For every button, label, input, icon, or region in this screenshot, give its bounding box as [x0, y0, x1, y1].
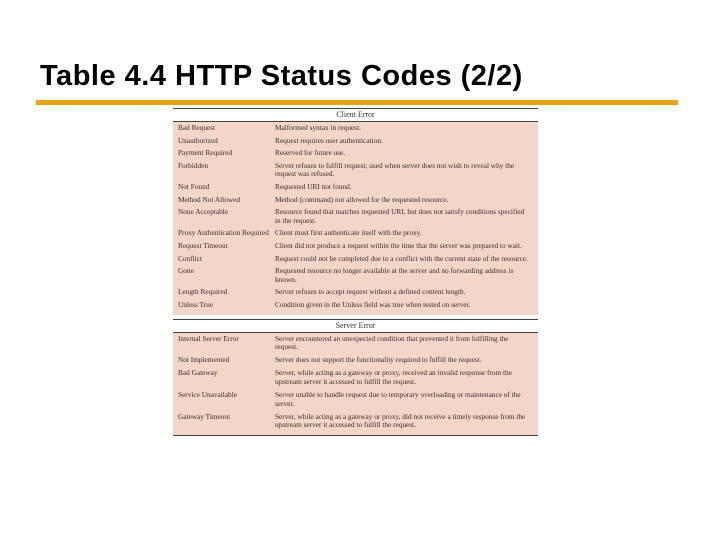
status-name: Bad Gateway — [178, 368, 218, 378]
status-description: Client did not produce a request within the time that the server was prepared to wait. — [275, 240, 522, 250]
status-name: Forbidden — [178, 160, 208, 170]
status-name: Proxy Authentication Required — [178, 228, 269, 238]
table-row — [173, 301, 538, 310]
table-row — [173, 255, 538, 264]
table-row — [173, 183, 538, 192]
table-row — [173, 413, 538, 430]
status-description: Requested URI not found. — [275, 181, 352, 191]
table-row — [173, 242, 538, 251]
server-error-heading: Server Error — [173, 319, 538, 333]
status-name: Payment Required — [178, 148, 233, 158]
table-row — [173, 208, 538, 225]
status-name: Not Found — [178, 181, 210, 191]
title-underline — [36, 100, 678, 105]
table-row — [173, 356, 538, 365]
table-row — [173, 162, 538, 179]
table-row — [173, 369, 538, 386]
status-name: Bad Request — [178, 123, 216, 132]
status-description: Server, while acting as a gateway or proxy, did not receive a timely response from the upstream server it accessed to fulfill the request. — [275, 411, 526, 430]
server-error-section — [173, 333, 538, 436]
status-name: Gone — [178, 266, 194, 276]
status-description: Request requires user authentication. — [275, 135, 383, 145]
status-name: Length Required — [178, 287, 228, 297]
status-name: Method Not Allowed — [178, 194, 241, 204]
status-description: Client must first authenticate itself with the proxy. — [275, 228, 422, 238]
status-description: Requested resource no longer available at the server and no forwarding address is known. — [275, 266, 514, 284]
status-name: Service Unavailable — [178, 389, 237, 399]
status-description: Reserved for future use. — [275, 148, 346, 158]
table-row — [173, 149, 538, 158]
status-description: Server refuses to fulfill request; used when server does not wish to reveal why the request was refused. — [275, 160, 515, 179]
status-description: Method (command) not allowed for the requested resource. — [275, 194, 449, 204]
status-name: Internal Server Error — [178, 333, 239, 343]
table-row — [173, 391, 538, 408]
status-name: Conflict — [178, 253, 202, 263]
slide-title: Table 4.4 HTTP Status Codes (2/2) — [40, 60, 523, 92]
status-name: None Acceptable — [178, 207, 229, 217]
status-description: Condition given in the Unless field was true when tested on server. — [275, 299, 471, 309]
status-description: Malformed syntax in request. — [275, 123, 361, 132]
client-error-heading: Client Error — [173, 108, 538, 122]
client-error-section — [173, 122, 538, 315]
table-bottom-rule — [173, 435, 538, 436]
status-name: Unless True — [178, 299, 214, 309]
table-row — [173, 267, 538, 284]
table-row — [173, 335, 538, 352]
status-description: Server encountered an unexpected condition that prevented it from fulfilling the request. — [275, 333, 509, 352]
status-description: Server, while acting as a gateway or proxy, received an invalid response from the upstream server it accessed to fulfill the request. — [275, 368, 512, 386]
status-name: Request Timeout — [178, 240, 228, 250]
status-description: Server does not support the functionality required to fulfill the request. — [275, 355, 482, 365]
status-description: Server refuses to accept request without a defined content length. — [275, 287, 466, 297]
status-name: Not Implemented — [178, 355, 230, 365]
table-row — [173, 196, 538, 205]
status-description: Resource found that matches requested URI, but does not satisfy conditions specified in the request. — [275, 207, 525, 225]
status-name: Unauthorized — [178, 135, 218, 145]
status-description: Request could not be completed due to a conflict with the current state of the resource. — [275, 253, 528, 263]
table-row — [173, 288, 538, 297]
status-codes-table — [173, 108, 538, 436]
status-name: Gateway Timeout — [178, 411, 231, 421]
table-row — [173, 229, 538, 238]
table-row — [173, 137, 538, 146]
status-description: Server unable to handle request due to temporary overloading or maintenance of the server. — [275, 389, 521, 408]
table-row — [173, 124, 538, 133]
